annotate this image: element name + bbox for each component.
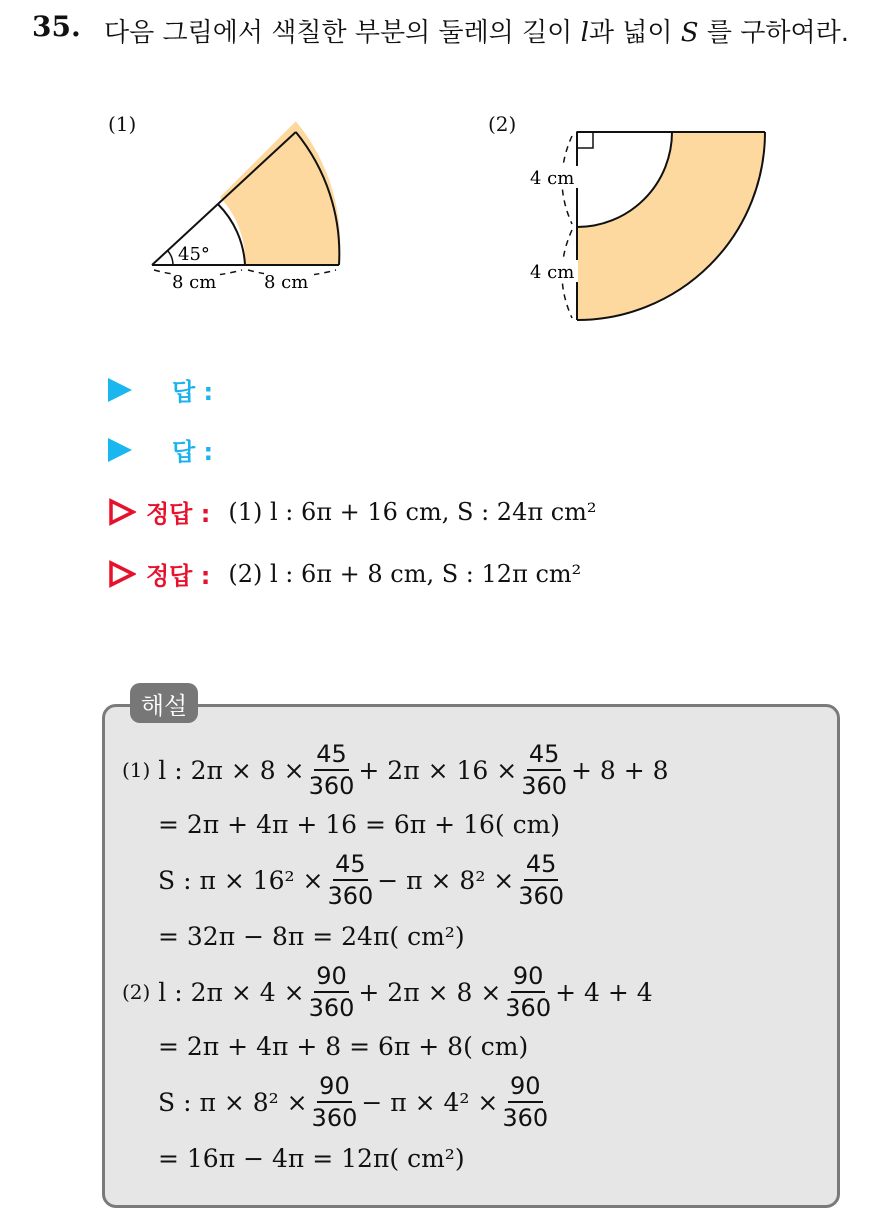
solution-line-2: = 2π + 4π + 16 = 6π + 16( cm): [158, 809, 561, 839]
figure2-sector-diagram: [520, 120, 780, 330]
correct-answer-row-1: [108, 494, 597, 529]
solution-line-1: (1) l : 2π × 8 × $\frac{45}{360}$ + 2π × 16 × $\frac{45}{360}$ + 8 + 8: [122, 740, 669, 800]
answer-label: 답 :: [172, 378, 214, 406]
correct-answer-row-2: [108, 556, 581, 591]
answer-label: 답 :: [172, 438, 214, 466]
answer-row-2: [108, 432, 213, 467]
play-icon: [108, 438, 132, 462]
solution-line-6: = 2π + 4π + 8 = 6π + 8( cm): [158, 1031, 529, 1061]
figure1-label: (1): [108, 112, 137, 136]
correct-answer-label: 정답 :: [146, 562, 211, 590]
figure1-outer-length: 8 cm: [264, 272, 309, 293]
solution-line-8: = 16π − 4π = 12π( cm²): [158, 1143, 465, 1173]
question-number: 35.: [32, 10, 81, 43]
question-text: 다음 그림에서 색칠한 부분의 둘레의 길이 l과 넓이 S 를 구하여라.: [104, 18, 849, 48]
solution-line-4: = 32π − 8π = 24π( cm²): [158, 921, 465, 951]
figure1-shaded-region: [220, 121, 340, 265]
correct-answer-label: 정답 :: [146, 500, 211, 528]
outline-triangle-icon: [108, 560, 136, 588]
figure2-shaded-region: [577, 132, 765, 320]
solution-badge: 해설: [130, 683, 198, 723]
figure1-inner-length: 8 cm: [172, 272, 217, 293]
solution-line-7: S : π × 8² × $\frac{90}{360}$ − π × 4² × $\frac{90}{360}$: [158, 1072, 549, 1132]
figure2-label: (2): [488, 112, 517, 136]
play-icon: [108, 378, 132, 402]
solution-line-3: S : π × 16² × $\frac{45}{360}$ − π × 8² × $\frac{45}{360}$: [158, 850, 565, 910]
figure2-inner-length: 4 cm: [530, 168, 575, 189]
outline-triangle-icon: [108, 498, 136, 526]
figure1-angle-label: 45°: [178, 244, 210, 265]
answer-row-1: [108, 372, 213, 407]
correct-answer-text: (2) l : 6π + 8 cm, S : 12π cm²: [228, 559, 582, 588]
figure1-sector-diagram: [140, 120, 360, 300]
figure2-outer-length: 4 cm: [530, 262, 575, 283]
correct-answer-text: (1) l : 6π + 16 cm, S : 24π cm²: [228, 497, 597, 526]
solution-line-5: (2) l : 2π × 4 × $\frac{90}{360}$ + 2π × 8 × $\frac{90}{360}$ + 4 + 4: [122, 962, 653, 1022]
